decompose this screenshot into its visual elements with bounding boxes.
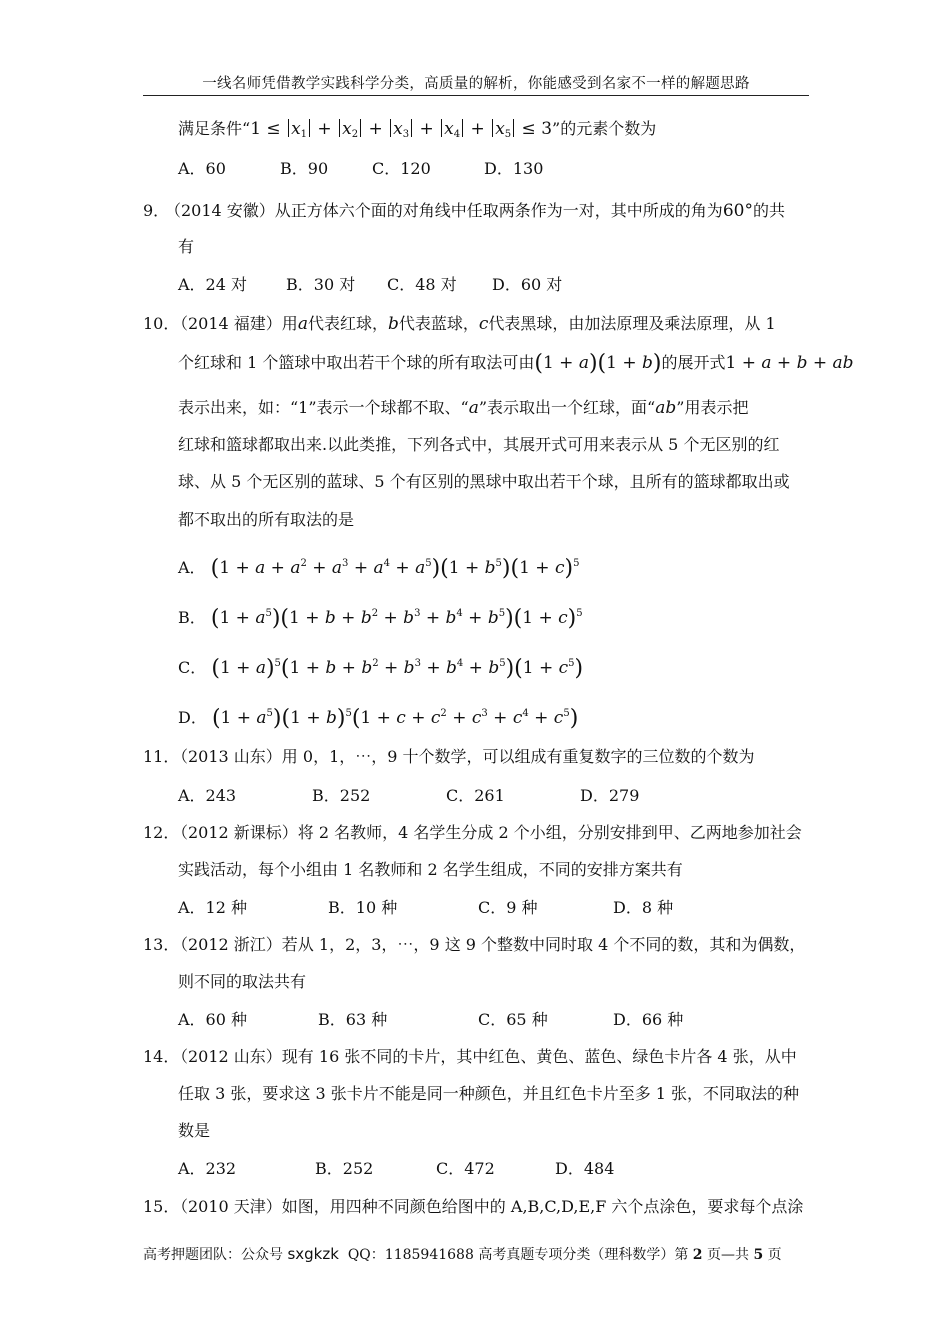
q10-option-a-label: A． (178, 558, 206, 577)
q12-line1: （2012 新课标）将 2 名教师，4 名学生分成 2 个小组，分别安排到甲、乙两地参加社会 (172, 823, 802, 842)
footer-of: 页—共 (706, 1247, 749, 1263)
q10-line2 (178, 352, 854, 375)
q8-condition-formula: $1 \le x_1 + x_2 + x_3 + x_4 + x_5 \le 3$ (250, 119, 553, 140)
q10-l2b: 的展开式 (661, 353, 726, 372)
q14-line3: 数是 (178, 1121, 211, 1140)
q10-l3b: ”表示取出一个红球，面“ (478, 398, 656, 417)
q11-option-d: D．279 (580, 786, 640, 805)
q10-a: a (468, 398, 479, 418)
footer-team: 高考押题团队：公众号 (143, 1247, 288, 1263)
q9-text-end: 的共 (752, 201, 785, 220)
q15-number: 15． (143, 1197, 180, 1216)
q14-option-a: A．232 (178, 1159, 237, 1178)
q8-condition-line (178, 118, 656, 146)
q10-option-b-label: B． (178, 608, 206, 627)
q8-option-c: C．120 (372, 159, 431, 178)
q10-option-d (178, 703, 578, 730)
q11-number: 11． (143, 747, 180, 766)
q10-option-d-formula: $(1 + a^5)(1 + b)^5(1 + c + c^2 + c^3 + c^4 + c^5)$ (211, 706, 579, 731)
q10-l1d: 代表黑球，由加法原理及乘法原理，从 1 (488, 314, 776, 333)
q10-option-b-formula: $(1 + a^5)(1 + b + b^2 + b^3 + b^4 + b^5)(1 + c)^5$ (210, 606, 583, 631)
footer-total-pages: 5 (753, 1247, 764, 1263)
q9-angle: 60° (722, 201, 753, 221)
q10-line5: 球、从 5 个无区别的蓝球、5 个有区别的黑球中取出若干个球，且所有的篮球都取出或 (178, 472, 790, 491)
footer-page-number: 2 (692, 1247, 703, 1263)
q11-line1: （2013 山东）用 0，1，⋯，9 十个数学，可以组成有重复数字的三位数的个数为 (172, 747, 755, 766)
q14-option-b: B．252 (315, 1159, 374, 1178)
q10-l3c: ”用表示把 (676, 398, 749, 417)
q10-option-c-label: C． (178, 658, 207, 677)
q10-l1b: 代表红球， (307, 314, 388, 333)
q14-line2: 任取 3 张，要求这 3 张卡片不能是同一种颜色，并且红色卡片至多 1 张，不同取法的种 (178, 1084, 800, 1103)
q10-option-a (178, 553, 579, 580)
footer-page-unit: 页 (767, 1247, 782, 1263)
q10-var-a: a (297, 314, 308, 334)
footer-series: 高考真题专项分类（理科数学）第 (473, 1247, 689, 1263)
q13-option-d: D．66 种 (613, 1010, 684, 1029)
q10-l1c: 代表蓝球， (398, 314, 479, 333)
q8-pre: 满足条件“ (178, 119, 251, 138)
q10-line1 (172, 313, 776, 335)
footer-qq: 1185941688 (384, 1247, 474, 1263)
q10-expansion-formula: 1 + a + b + ab (725, 353, 854, 373)
q15-line1: （2010 天津）如图，用四种不同颜色给图中的 A,B,C,D,E,F 六个点涂色，要求每个点涂 (172, 1197, 804, 1216)
q10-line3 (178, 397, 748, 419)
q13-option-a: A．60 种 (178, 1010, 248, 1029)
q10-number: 10． (143, 314, 180, 333)
q12-option-b: B．10 种 (328, 898, 398, 917)
q10-l2a: 个红球和 1 个篮球中取出若干个球的所有取法可由 (178, 353, 535, 372)
q10-option-a-formula: $(1 + a + a^2 + a^3 + a^4 + a^5)(1 + b^5)(1 + c)^5$ (210, 556, 580, 581)
q10-line6: 都不取出的所有取法的是 (178, 510, 355, 529)
q13-option-c: C．65 种 (478, 1010, 548, 1029)
page-header: 一线名师凭借教学实践科学分类，高质量的解析，你能感受到名家不一样的解题思路 (202, 76, 750, 92)
q14-number: 14． (143, 1047, 180, 1066)
q9-option-c: C．48 对 (387, 275, 457, 294)
q13-number: 13． (143, 935, 180, 954)
q11-option-b: B．252 (312, 786, 371, 805)
q11-option-c: C．261 (446, 786, 505, 805)
q12-option-c: C．9 种 (478, 898, 538, 917)
q9-option-a: A．24 对 (178, 275, 248, 294)
q10-product-formula: (1 + a)(1 + b) (534, 351, 662, 376)
q9-number: 9． (143, 201, 170, 220)
q12-number: 12． (143, 823, 180, 842)
q10-var-c: c (478, 314, 489, 334)
q10-option-d-label: D． (178, 708, 207, 727)
q9-line2: 有 (178, 237, 195, 256)
q13-line2: 则不同的取法共有 (178, 972, 307, 991)
q9-text: （2014 安徽）从正方体六个面的对角线中任取两条作为一对，其中所成的角为 (165, 201, 723, 220)
q9-option-d: D．60 对 (492, 275, 563, 294)
q14-option-d: D．484 (555, 1159, 615, 1178)
q9-option-b: B．30 对 (286, 275, 356, 294)
q12-line2: 实践活动，每个小组由 1 名教师和 2 名学生组成，不同的安排方案共有 (178, 860, 683, 879)
q11-option-a: A．243 (178, 786, 237, 805)
q10-option-c-formula: $(1 + a)^5(1 + b + b^2 + b^3 + b^4 + b^5)(1 + c^5)$ (211, 656, 584, 681)
q13-line1: （2012 浙江）若从 1，2，3，⋯，9 这 9 个整数中同时取 4 个不同的数，其和为偶数， (172, 935, 806, 954)
footer-qq-label: QQ： (347, 1247, 385, 1263)
q10-ab: ab (655, 398, 677, 418)
q14-line1: （2012 山东）现有 16 张不同的卡片，其中红色、黄色、蓝色、绿色卡片各 4 张，从中 (172, 1047, 797, 1066)
q10-l1a: （2014 福建）用 (172, 314, 298, 333)
q10-var-b: b (387, 314, 399, 334)
q13-option-b: B．63 种 (318, 1010, 388, 1029)
page-footer (143, 1244, 782, 1264)
q8-option-b: B．90 (280, 159, 329, 178)
header-divider (143, 95, 809, 96)
q8-post: ”的元素个数为 (552, 119, 657, 138)
q8-option-a: A．60 (178, 159, 226, 178)
q10-line4: 红球和篮球都取出来.以此类推，下列各式中，其展开式可用来表示从 5 个无区别的红 (178, 435, 780, 454)
q12-option-a: A．12 种 (178, 898, 248, 917)
footer-account: sxgkzk (287, 1245, 339, 1263)
q12-option-d: D．8 种 (613, 898, 674, 917)
q9-line1 (165, 200, 785, 222)
q14-option-c: C．472 (436, 1159, 495, 1178)
q10-l3a: 表示出来，如：“1”表示一个球都不取、“ (178, 398, 469, 417)
q8-option-d: D．130 (484, 159, 544, 178)
q10-option-b (178, 603, 583, 630)
q10-option-c (178, 653, 583, 680)
